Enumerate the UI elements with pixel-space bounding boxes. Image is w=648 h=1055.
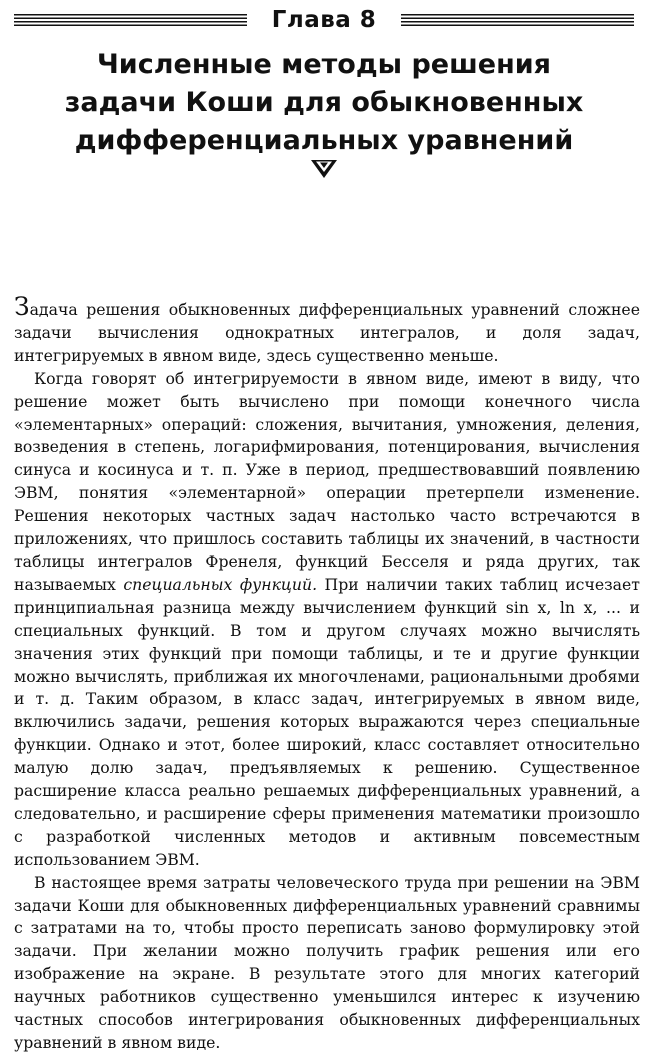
chapter-title [0,46,648,160]
chapter-body [14,292,640,1055]
paragraph-text: В настоящее время затраты человеческого труда при решении на ЭВМ задачи Коши для обыкновенных дифференциальных уравнений сравнимы с затратами на то, чтобы просто переписать заново формулировку этой задачи. При желании можно получить график решения или его изображение на экране. В результате этого для многих категорий научных работников существенно уменьшился интерес к изучению частных способов интегрирования обыкновенных дифференциальных уравнений в явном виде. [14,872,640,1052]
decorative-stripes-left [14,14,247,28]
paragraph [14,872,640,1055]
paragraph-text: адача решения обыкновенных дифференциальных уравнений сложнее задачи вычисления однократных интегралов, и доля задач, интегрируемых в явном виде, здесь существенно меньше. [14,300,640,365]
chapter-title-line: задачи Коши для обыкновенных [64,87,584,118]
paragraph-text: Когда говорят об интегрируемости в явном виде, имеют в виду, что решение может быть вычислено при помощи конечного числа «элементарных» операций: сложения, вычитания, умножения, деления, возведения в степень, логарифмирования, потенцирования, вычисления синуса и косинуса и т. п. Уже в период, предшествовавший появлению ЭВМ, понятия «элементарной» операции претерпели изменение. Решения некоторых частных задач настолько часто встречаются в приложениях, что пришлось составить таблицы их значений, в частности таблицы интегралов Френеля, функций Бесселя и ряда других, так называемых [14,368,640,594]
chapter-header-bar [14,7,634,33]
ornament-icon [310,158,338,180]
decorative-stripes-right [401,14,634,28]
chapter-title-line: Численные методы решения [96,49,551,80]
paragraph [14,368,640,872]
chapter-title-line: дифференциальных уравнений [74,125,574,156]
paragraph-text: При наличии таких таблиц исчезает принципиальная разница между вычислением функций sin x, ln x, ... и специальных функций. В том и другом случаях можно вычислять значения этих функций при помощи таблицы, и те и другие функции можно вычислять, приближая их многочленами, рациональными дробями и т. д. Таким образом, в класс задач, интегрируемых в явном виде, включились задачи, решения которых выражаются через специальные функции. Однако и этот, более широкий, класс составляет относительно малую долю задач, предъявляемых к решению. Существенное расширение класса реально решаемых дифференциальных уравнений, а следовательно, и расширение сферы применения математики произошло с разработкой численных методов и активным повсеместным использованием ЭВМ. [14,574,640,869]
drop-cap: З [14,292,30,321]
chapter-label: Глава 8 [271,7,377,33]
emphasis-term: специальных функций. [123,574,318,594]
paragraph [14,292,640,368]
